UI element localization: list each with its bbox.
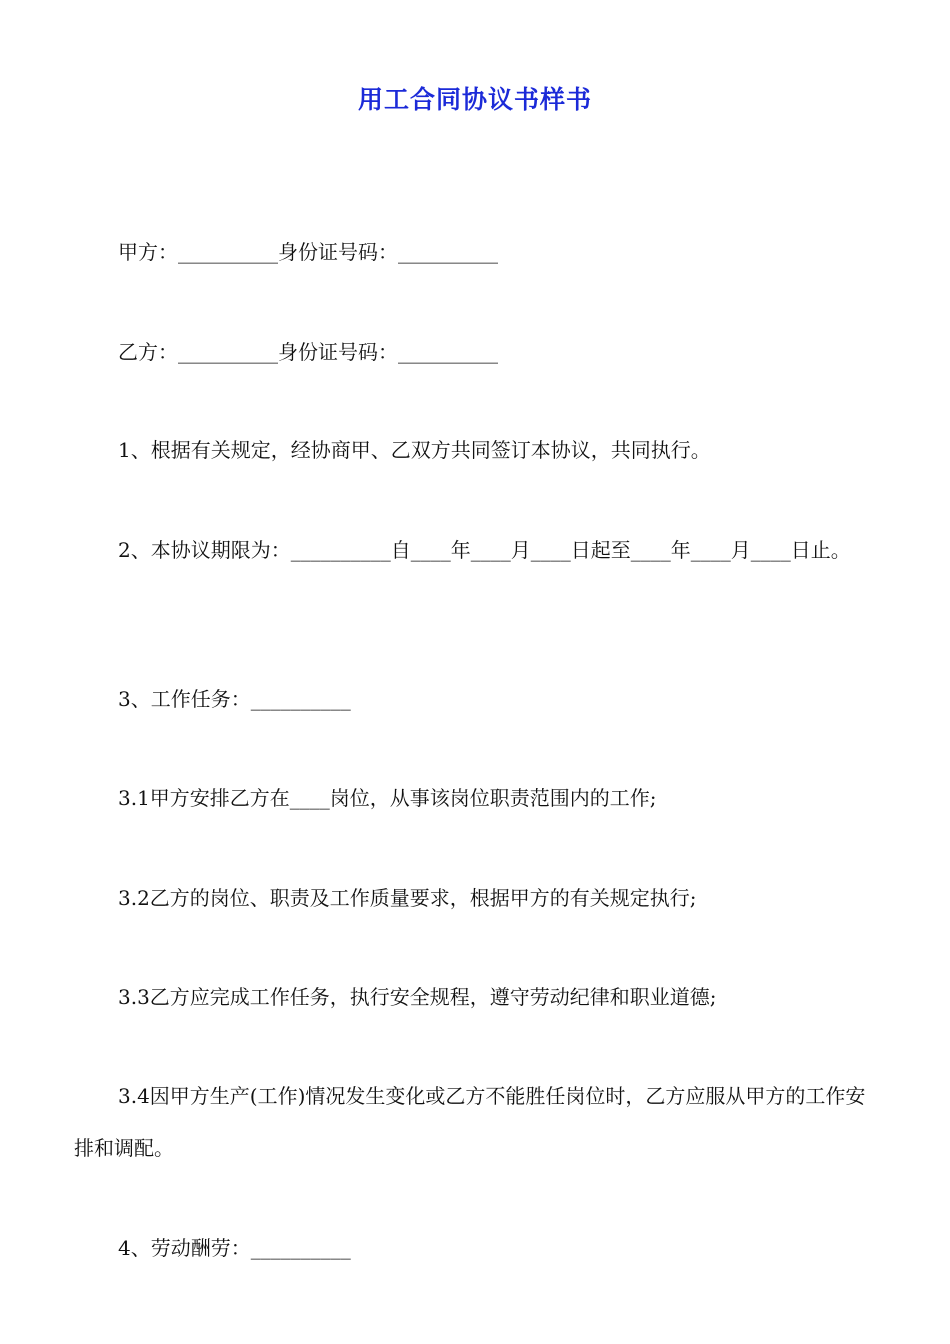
party-a-line: 甲方：__________身份证号码：__________ — [118, 240, 498, 264]
clause-3: 3、工作任务：__________ — [118, 687, 351, 711]
party-b-line: 乙方：__________身份证号码：__________ — [118, 340, 498, 364]
clause-3-1: 3.1甲方安排乙方在____岗位，从事该岗位职责范围内的工作; — [118, 786, 657, 810]
clause-1: 1、根据有关规定，经协商甲、乙双方共同签订本协议，共同执行。 — [118, 438, 711, 462]
clause-3-2: 3.2乙方的岗位、职责及工作质量要求，根据甲方的有关规定执行; — [118, 886, 697, 910]
clause-2: 2、本协议期限为：__________自____年____月____日起至____年____月____日止。 — [118, 538, 851, 562]
clause-3-3: 3.3乙方应完成工作任务，执行安全规程，遵守劳动纪律和职业道德; — [118, 985, 717, 1009]
clause-4: 4、劳动酬劳：__________ — [118, 1236, 351, 1260]
document-title: 用工合同协议书样书 — [357, 85, 592, 114]
clause-3-4: 3.4因甲方生产(工作)情况发生变化或乙方不能胜任岗位时，乙方应服从甲方的工作安排和调配。 — [74, 1084, 866, 1160]
